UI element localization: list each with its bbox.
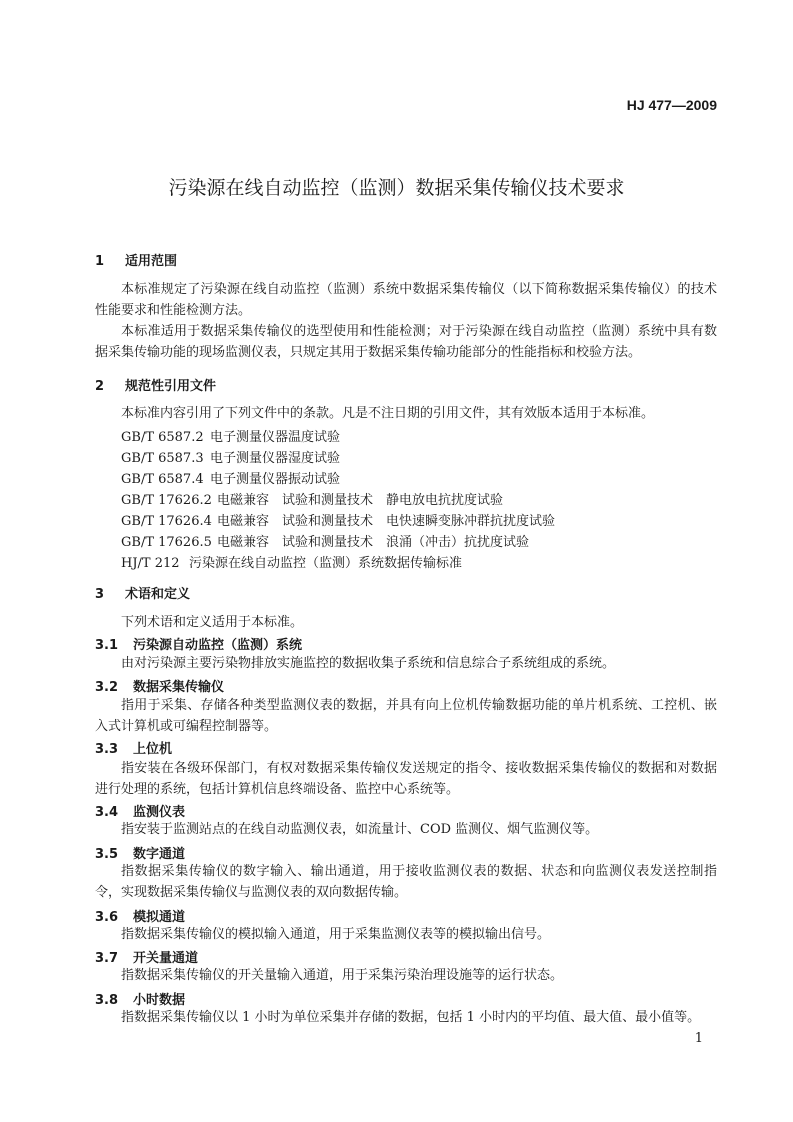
reference-item [121,531,529,550]
term-definition: 指用于采集、存储各种类型监测仪表的数据，并具有向上位机传输数据功能的单片机系统、工控机、嵌入式计算机或可编程控制器等。 [95,698,717,734]
term-definition: 由对污染源主要污染物排放实施监控的数据收集子系统和信息综合子系统组成的系统。 [121,656,616,671]
reference-item [121,552,462,571]
section-number: 1 [95,254,105,269]
reference-code: GB/T 17626.4 [121,514,212,529]
standard-number: HJ 477—2009 [626,97,717,113]
section-title: 适用范围 [125,254,178,269]
term-heading [95,801,185,820]
term-number: 3.8 [95,993,119,1008]
section-1-paragraph-1: 本标准规定了污染源在线自动监控（监测）系统中数据采集传输仪（以下简称数据采集传输仪）的技术性能要求和性能检测方法。 [95,282,717,318]
term-number: 3.7 [95,951,119,966]
section-1-paragraph-2: 本标准适用于数据采集传输仪的选型使用和性能检测；对于污染源在线自动监控（监测）系统中具有数据采集传输功能的现场监测仪表，只规定其用于数据采集传输功能部分的性能指标和校验方法。 [95,324,717,360]
term-heading [95,738,172,757]
term-name: 监测仪表 [133,805,186,820]
term-definition: 指数据采集传输仪以 1 小时为单位采集并存储的数据，包括 1 小时内的平均值、最大值、最小值等。 [121,1010,701,1025]
term-name: 开关量通道 [133,951,199,966]
term-heading [95,989,185,1008]
reference-item [121,468,340,487]
reference-code: GB/T 6587.4 [121,472,204,487]
reference-item [121,426,340,445]
term-name: 数字通道 [133,847,186,862]
term-heading [95,947,198,966]
reference-code: GB/T 17626.5 [121,535,212,550]
term-heading [95,634,302,653]
section-number: 2 [95,379,105,394]
section-3-heading [95,583,190,602]
reference-title: 电磁兼容 试验和测量技术 静电放电抗扰度试验 [217,493,504,508]
term-number: 3.5 [95,847,119,862]
term-number: 3.2 [95,680,119,695]
term-name: 上位机 [133,742,173,757]
term-number: 3.4 [95,805,119,820]
term-heading [95,676,224,695]
section-number: 3 [95,587,105,602]
term-name: 数据采集传输仪 [133,680,225,695]
reference-title: 电磁兼容 试验和测量技术 电快速瞬变脉冲群抗扰度试验 [217,514,556,529]
term-number: 3.6 [95,910,119,925]
term-definition: 指安装于监测站点的在线自动监测仪表，如流量计、COD 监测仪、烟气监测仪等。 [121,822,599,837]
term-definition: 指数据采集传输仪的模拟输入通道，用于采集监测仪表等的模拟输出信号。 [121,927,551,942]
term-name: 污染源自动监控（监测）系统 [133,638,303,653]
page-title: 污染源在线自动监控（监测）数据采集传输仪技术要求 [168,177,625,199]
reference-item [121,489,503,508]
term-heading [95,843,185,862]
term-definition: 指安装在各级环保部门，有权对数据采集传输仪发送规定的指令、接收数据采集传输仪的数据和对数据进行处理的系统，包括计算机信息终端设备、监控中心系统等。 [95,761,717,797]
reference-title: 电子测量仪器振动试验 [210,472,341,487]
reference-item [121,447,340,466]
reference-code: GB/T 6587.2 [121,430,204,445]
section-2-intro: 本标准内容引用了下列文件中的条款。凡是不注日期的引用文件，其有效版本适用于本标准。 [121,406,655,421]
reference-title: 电子测量仪器湿度试验 [210,451,341,466]
section-title: 规范性引用文件 [125,379,217,394]
section-title: 术语和定义 [125,587,191,602]
reference-code: GB/T 6587.3 [121,451,204,466]
term-name: 小时数据 [133,993,186,1008]
reference-code: HJ/T 212 [121,556,180,571]
section-1-heading [95,250,177,269]
reference-title: 污染源在线自动监控（监测）系统数据传输标准 [189,556,463,571]
reference-title: 电子测量仪器温度试验 [210,430,341,445]
reference-code: GB/T 17626.2 [121,493,212,508]
page-number: 1 [694,1031,703,1046]
term-definition: 指数据采集传输仪的开关量输入通道，用于采集污染治理设施等的运行状态。 [121,968,564,983]
term-definition: 指数据采集传输仪的数字输入、输出通道，用于接收监测仪表的数据、状态和向监测仪表发送控制指令，实现数据采集传输仪与监测仪表的双向数据传输。 [95,864,717,900]
term-name: 模拟通道 [133,910,186,925]
reference-item [121,510,555,529]
term-heading [95,906,185,925]
section-3-intro: 下列术语和定义适用于本标准。 [121,615,304,630]
section-2-heading [95,375,216,394]
term-number: 3.3 [95,742,119,757]
reference-title: 电磁兼容 试验和测量技术 浪涌（冲击）抗扰度试验 [217,535,530,550]
term-number: 3.1 [95,638,119,653]
